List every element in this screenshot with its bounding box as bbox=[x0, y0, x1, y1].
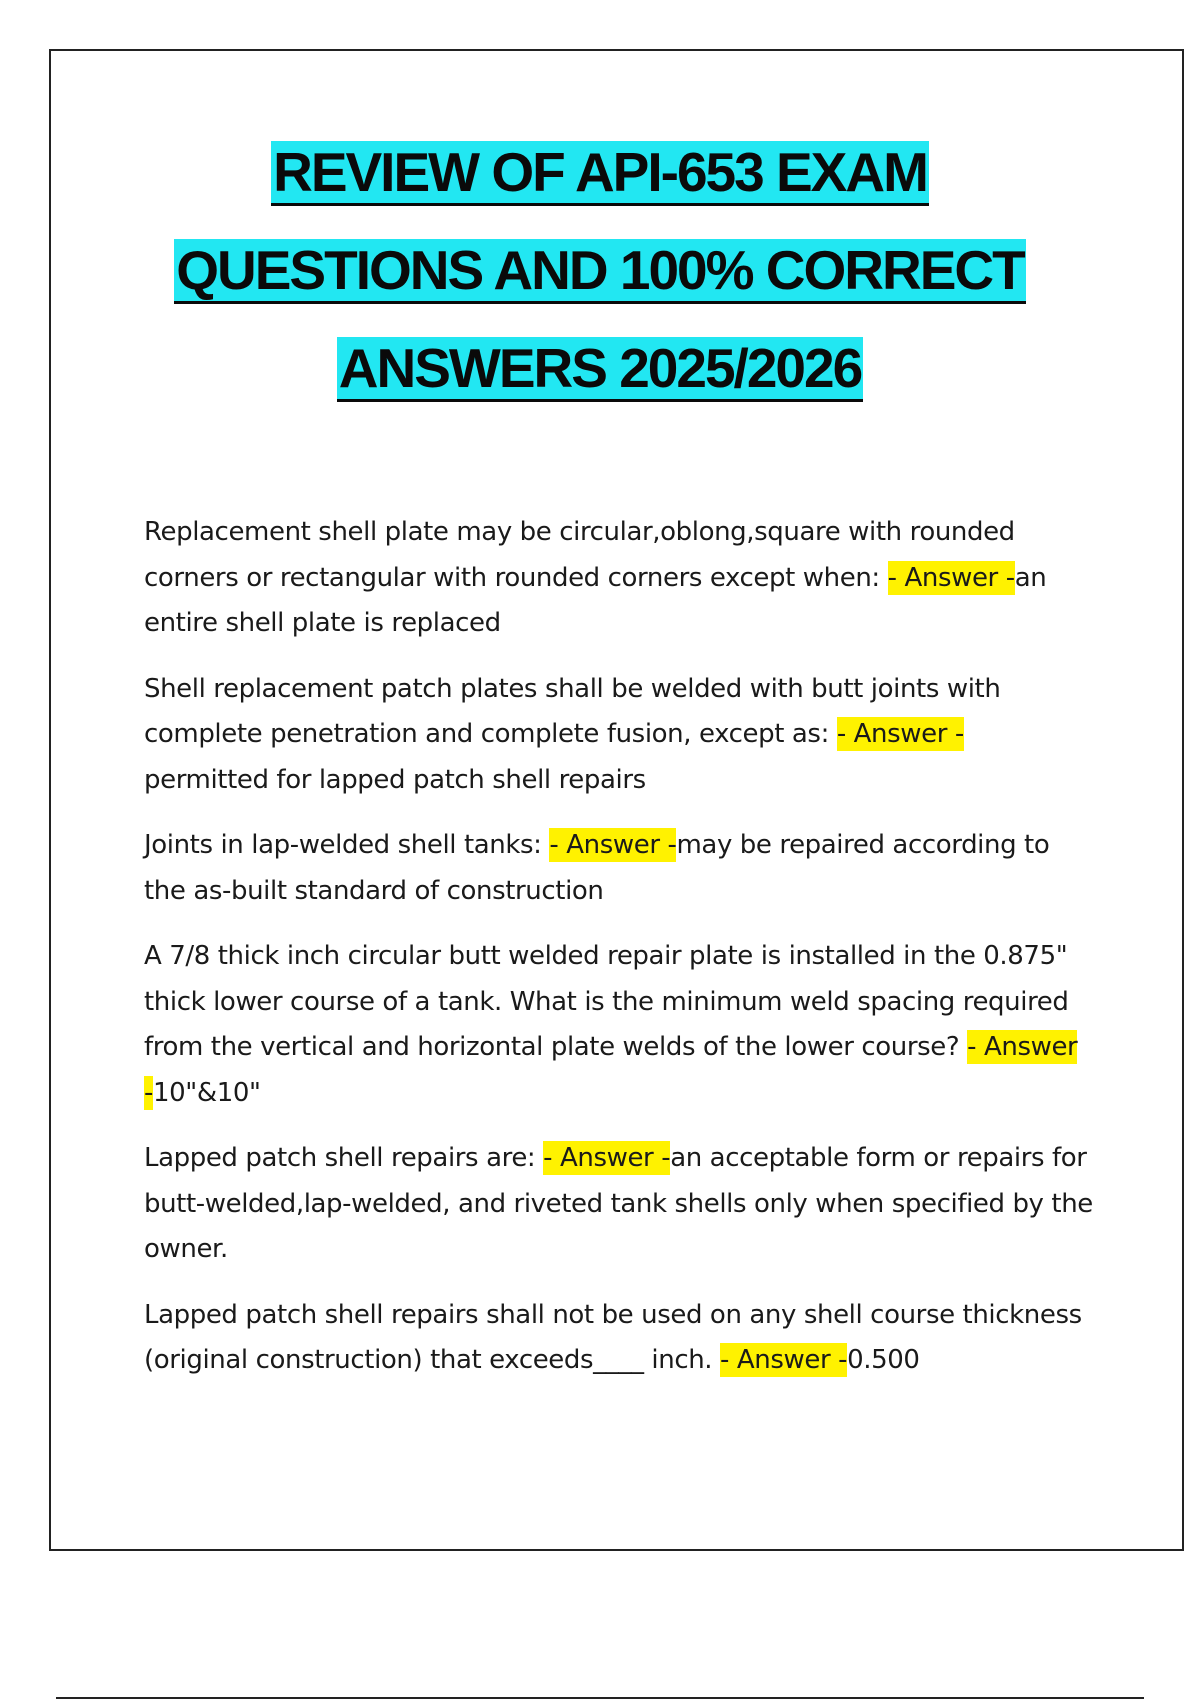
qa-list bbox=[144, 510, 1094, 1404]
answer-text: 10"&10" bbox=[152, 1077, 261, 1108]
answer-marker: - Answer - bbox=[720, 1345, 848, 1375]
qa-item bbox=[144, 510, 1094, 647]
question-text: Joints in lap-welded shell tanks: bbox=[144, 830, 550, 860]
question-text: Lapped patch shell repairs shall not be used on any shell course thickness (original construction) that exceeds____ inch. bbox=[144, 1299, 1082, 1375]
answer-text: an entire shell plate is replaced bbox=[144, 562, 1047, 638]
qa-item bbox=[144, 823, 1094, 914]
answer-text: an acceptable form or repairs for butt-welded,lap-welded, and riveted tank shells only when specified by the owner. bbox=[144, 1143, 1093, 1264]
answer-marker: - Answer - bbox=[144, 1032, 1078, 1108]
answer-marker: - Answer - bbox=[549, 830, 677, 860]
title-line-3: ANSWERS 2025/2026 bbox=[337, 337, 863, 402]
qa-item bbox=[144, 667, 1094, 804]
footer-divider bbox=[56, 1697, 1144, 1699]
question-text: A 7/8 thick inch circular butt welded repair plate is installed in the 0.875" thick lower course of a tank. What is the minimum weld spacing required from the vertical and horizontal plate welds of the lower course? bbox=[144, 941, 1069, 1062]
qa-item bbox=[144, 1293, 1094, 1384]
title-line-1: REVIEW OF API-653 EXAM bbox=[271, 141, 929, 206]
question-text: Lapped patch shell repairs are: bbox=[144, 1143, 544, 1173]
qa-item bbox=[144, 934, 1094, 1116]
answer-text: 0.500 bbox=[847, 1345, 920, 1375]
document-title bbox=[0, 138, 1200, 432]
answer-marker: - Answer - bbox=[836, 719, 964, 749]
question-text: Shell replacement patch plates shall be welded with butt joints with complete penetration and complete fusion, except as: bbox=[144, 673, 1001, 749]
answer-text: may be repaired according to the as-built standard of construction bbox=[144, 830, 1050, 906]
question-text: Replacement shell plate may be circular,oblong,square with rounded corners or rectangular with rounded corners except when: bbox=[144, 517, 1015, 593]
title-line-2: QUESTIONS AND 100% CORRECT bbox=[174, 239, 1026, 304]
answer-marker: - Answer - bbox=[887, 562, 1015, 593]
answer-text: permitted for lapped patch shell repairs bbox=[144, 764, 646, 795]
qa-item bbox=[144, 1136, 1094, 1273]
answer-marker: - Answer - bbox=[543, 1143, 671, 1173]
